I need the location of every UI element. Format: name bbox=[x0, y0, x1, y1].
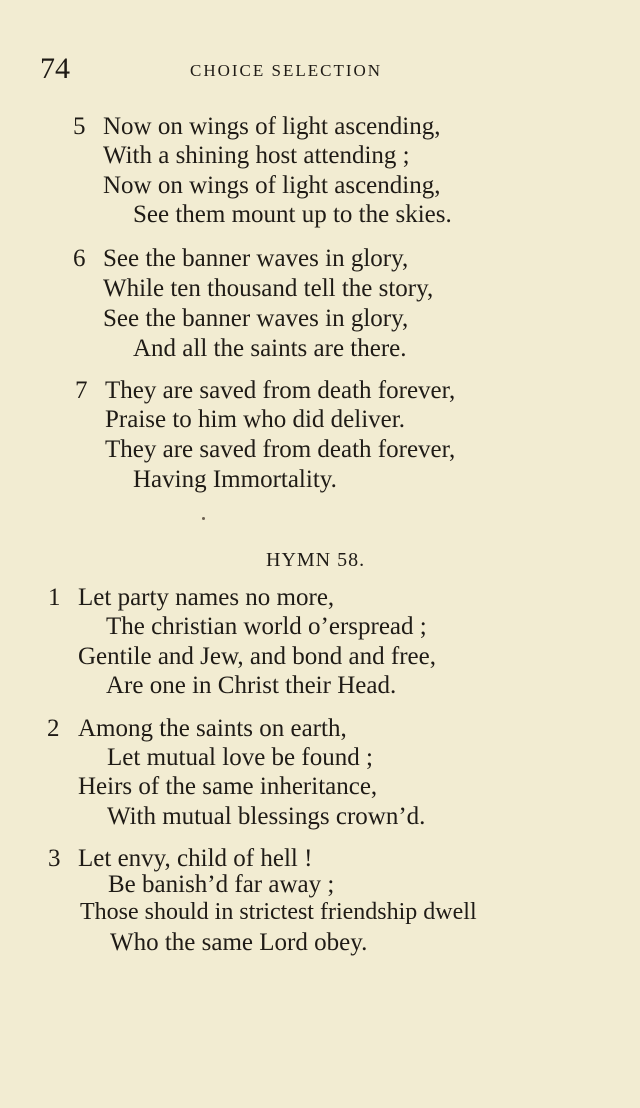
verse-number: 7 bbox=[75, 377, 88, 404]
verse-line: Who the same Lord obey. bbox=[110, 929, 368, 956]
verse-number: 2 bbox=[47, 715, 60, 742]
verse-line: Those should in strictest friendship dwell bbox=[80, 899, 477, 925]
running-title: CHOICE SELECTION bbox=[190, 61, 383, 80]
verse-line: Praise to him who did deliver. bbox=[105, 406, 405, 433]
verse-line: Are one in Christ their Head. bbox=[106, 672, 397, 699]
verse-line: The christian world o’erspread ; bbox=[106, 613, 427, 640]
verse-line: Let envy, child of hell ! bbox=[78, 845, 313, 872]
verse-line: Now on wings of light ascending, bbox=[103, 172, 441, 199]
verse-line: Let party names no more, bbox=[78, 584, 335, 611]
verse-line: See the banner waves in glory, bbox=[103, 305, 409, 332]
verse-line: They are saved from death forever, bbox=[105, 377, 456, 404]
verse-line: See them mount up to the skies. bbox=[133, 201, 452, 228]
verse-number: 6 bbox=[73, 245, 86, 272]
verse-line: Gentile and Jew, and bond and free, bbox=[78, 643, 436, 670]
page-number: 74 bbox=[40, 52, 70, 85]
verse-line: Be banish’d far away ; bbox=[108, 871, 335, 898]
verse-number: 1 bbox=[48, 584, 61, 611]
verse-line: Heirs of the same inheritance, bbox=[78, 773, 378, 800]
verse-line: Among the saints on earth, bbox=[78, 715, 347, 742]
verse-line: While ten thousand tell the story, bbox=[103, 275, 434, 302]
verse-line: See the banner waves in glory, bbox=[103, 245, 409, 272]
verse-line: Let mutual love be found ; bbox=[107, 744, 373, 771]
print-speck bbox=[202, 517, 205, 520]
verse-line: With mutual blessings crown’d. bbox=[107, 803, 426, 830]
verse-line: With a shining host attending ; bbox=[103, 142, 410, 169]
verse-line: And all the saints are there. bbox=[133, 335, 407, 362]
verse-number: 5 bbox=[73, 113, 86, 140]
verse-line: Having Immortality. bbox=[133, 466, 337, 493]
verse-number: 3 bbox=[48, 845, 61, 872]
hymn-title: HYMN 58. bbox=[266, 549, 366, 571]
verse-line: They are saved from death forever, bbox=[105, 436, 456, 463]
verse-line: Now on wings of light ascending, bbox=[103, 113, 441, 140]
